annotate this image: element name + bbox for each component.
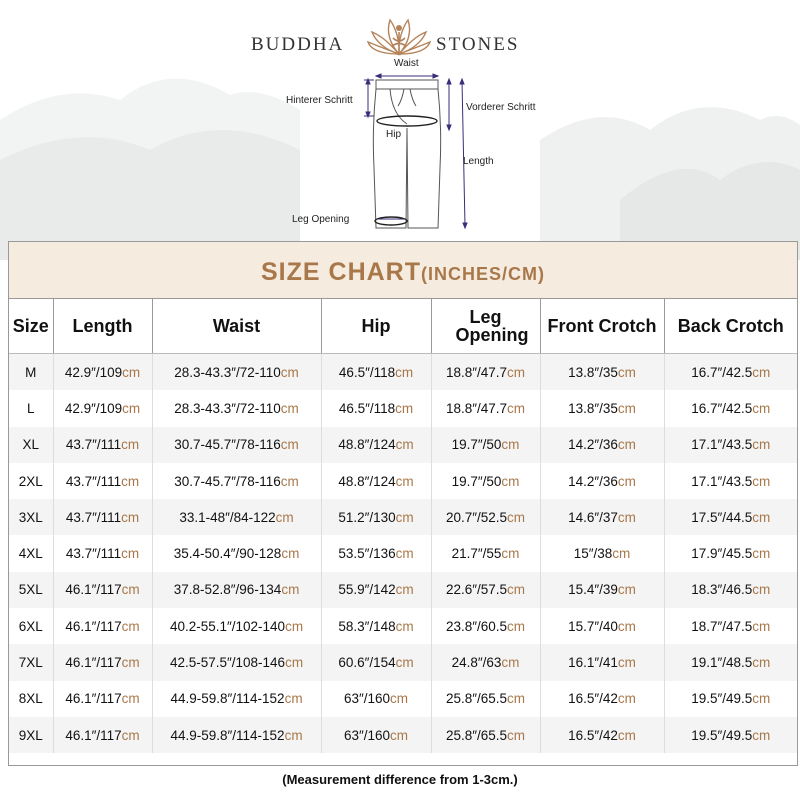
- table-row: [9, 572, 797, 608]
- cell-front: [540, 681, 664, 717]
- cell-value: 35.4-50.4″/90-128: [173, 546, 282, 562]
- table-row: [9, 717, 797, 753]
- unit-label: cm: [121, 655, 140, 671]
- cell-waist: [152, 427, 321, 463]
- cell-waist: [152, 572, 321, 608]
- unit-label: cm: [501, 473, 520, 489]
- diagram-label-back-crotch: Hinterer Schritt: [286, 95, 353, 106]
- size-cell: L: [9, 390, 53, 426]
- cell-value: 30.7-45.7″/78-116: [174, 473, 281, 489]
- cell-back: [664, 463, 797, 499]
- cell-waist: [152, 390, 321, 426]
- cell-front: [540, 354, 664, 391]
- cell-value: 43.7″/111: [65, 473, 122, 489]
- table-row: [9, 427, 797, 463]
- cell-value: 18.8″/47.7: [445, 364, 508, 380]
- cell-value: 63″/160: [343, 727, 391, 743]
- cell-value: 13.8″/35: [568, 364, 618, 380]
- unit-label: cm: [501, 437, 520, 453]
- cell-back: [664, 354, 797, 391]
- column-header-waist: Waist: [152, 299, 321, 354]
- cell-leg: [431, 644, 540, 680]
- unit-label: cm: [501, 546, 520, 562]
- cell-value: 25.8″/65.5: [445, 691, 508, 707]
- cell-leg: [431, 717, 540, 753]
- size-chart: [8, 241, 798, 766]
- cell-leg: [431, 681, 540, 717]
- unit-label: cm: [280, 437, 299, 453]
- cell-value: 44.9-59.8″/114-152: [170, 691, 285, 707]
- diagram-label-length: Length: [463, 156, 494, 167]
- unit-label: cm: [507, 727, 526, 743]
- cell-value: 42.5-57.5″/108-146: [169, 655, 286, 671]
- unit-label: cm: [122, 364, 141, 380]
- cell-front: [540, 499, 664, 535]
- unit-label: cm: [284, 691, 303, 707]
- cell-front: [540, 644, 664, 680]
- unit-label: cm: [395, 655, 414, 671]
- cell-value: 19.7″/50: [451, 437, 502, 453]
- unit-label: cm: [617, 655, 636, 671]
- cell-value: 16.5″/42: [568, 691, 618, 707]
- cell-value: 42.9″/109: [64, 400, 123, 416]
- cell-waist: [152, 535, 321, 571]
- cell-value: 17.1″/43.5: [691, 473, 753, 489]
- size-cell: 8XL: [9, 681, 53, 717]
- cell-back: [664, 717, 797, 753]
- table-row: [9, 608, 797, 644]
- column-header-leg-opening: Leg Opening: [431, 299, 540, 354]
- cell-leg: [431, 354, 540, 391]
- size-cell: M: [9, 354, 53, 391]
- cell-value: 16.7″/42.5: [691, 364, 753, 380]
- cell-value: 44.9-59.8″/114-152: [170, 727, 285, 743]
- cell-waist: [152, 499, 321, 535]
- cell-hip: [321, 535, 431, 571]
- unit-label: cm: [752, 364, 771, 380]
- table-row: [9, 499, 797, 535]
- size-cell: XL: [9, 427, 53, 463]
- cell-value: 42.9″/109: [64, 364, 123, 380]
- unit-label: cm: [280, 400, 299, 416]
- brand-header: [0, 14, 800, 64]
- size-chart-title: [9, 242, 797, 299]
- cell-front: [540, 390, 664, 426]
- size-chart-title-sub: (INCHES/CM): [421, 264, 545, 284]
- cell-value: 13.8″/35: [568, 400, 618, 416]
- unit-label: cm: [752, 437, 771, 453]
- cell-value: 46.1″/117: [65, 691, 122, 707]
- cell-hip: [321, 427, 431, 463]
- unit-label: cm: [395, 437, 414, 453]
- size-cell: 2XL: [9, 463, 53, 499]
- cell-leg: [431, 390, 540, 426]
- cell-front: [540, 608, 664, 644]
- size-table-header: [9, 299, 797, 354]
- cell-value: 17.5″/44.5: [691, 509, 753, 525]
- cell-hip: [321, 717, 431, 753]
- unit-label: cm: [395, 546, 414, 562]
- cell-length: [53, 354, 152, 391]
- unit-label: cm: [752, 655, 771, 671]
- cell-value: 19.1″/48.5: [691, 655, 753, 671]
- cell-value: 24.8″/63: [451, 655, 502, 671]
- cell-value: 46.1″/117: [65, 582, 122, 598]
- cell-value: 46.5″/118: [338, 364, 396, 380]
- cell-length: [53, 427, 152, 463]
- cell-value: 19.5″/49.5: [691, 691, 753, 707]
- cell-length: [53, 499, 152, 535]
- diagram-label-hip: Hip: [386, 129, 402, 140]
- cell-value: 19.5″/49.5: [691, 727, 753, 743]
- cell-back: [664, 499, 797, 535]
- cell-leg: [431, 499, 540, 535]
- cell-front: [540, 717, 664, 753]
- unit-label: cm: [285, 655, 304, 671]
- cell-back: [664, 390, 797, 426]
- cell-hip: [321, 681, 431, 717]
- table-row: [9, 354, 797, 391]
- unit-label: cm: [752, 582, 771, 598]
- cell-hip: [321, 354, 431, 391]
- cell-value: 20.7″/52.5: [445, 509, 508, 525]
- cell-value: 53.5″/136: [338, 546, 396, 562]
- cell-hip: [321, 390, 431, 426]
- cell-back: [664, 608, 797, 644]
- unit-label: cm: [507, 364, 526, 380]
- unit-label: cm: [612, 546, 631, 562]
- brand-name-right: STONES: [436, 34, 520, 55]
- unit-label: cm: [285, 618, 304, 634]
- unit-label: cm: [617, 691, 636, 707]
- size-table: [9, 299, 797, 753]
- unit-label: cm: [507, 509, 526, 525]
- unit-label: cm: [617, 509, 636, 525]
- cell-value: 16.5″/42: [568, 727, 618, 743]
- cell-front: [540, 427, 664, 463]
- cell-length: [53, 608, 152, 644]
- cell-waist: [152, 608, 321, 644]
- cell-value: 48.8″/124: [338, 473, 396, 489]
- unit-label: cm: [752, 546, 771, 562]
- table-row: [9, 644, 797, 680]
- unit-label: cm: [752, 727, 771, 743]
- cell-waist: [152, 463, 321, 499]
- cell-value: 60.6″/154: [338, 655, 396, 671]
- pants-illustration: [280, 58, 560, 238]
- cell-value: 63″/160: [343, 691, 391, 707]
- size-chart-title-main: SIZE CHART: [261, 258, 421, 286]
- cell-hip: [321, 644, 431, 680]
- cell-value: 28.3-43.3″/72-110: [174, 364, 281, 380]
- column-header-back-crotch: Back Crotch: [664, 299, 797, 354]
- unit-label: cm: [390, 727, 409, 743]
- cell-value: 58.3″/148: [338, 618, 396, 634]
- unit-label: cm: [617, 727, 636, 743]
- cell-value: 16.7″/42.5: [691, 400, 753, 416]
- unit-label: cm: [121, 473, 140, 489]
- cell-value: 28.3-43.3″/72-110: [174, 400, 281, 416]
- unit-label: cm: [390, 691, 409, 707]
- cell-value: 14.2″/36: [568, 437, 618, 453]
- unit-label: cm: [121, 582, 140, 598]
- unit-label: cm: [752, 691, 771, 707]
- cell-value: 15″/38: [573, 546, 613, 562]
- unit-label: cm: [507, 400, 526, 416]
- cell-value: 17.9″/45.5: [691, 546, 753, 562]
- cell-value: 48.8″/124: [338, 437, 396, 453]
- cell-value: 23.8″/60.5: [445, 618, 508, 634]
- unit-label: cm: [752, 473, 771, 489]
- cell-value: 51.2″/130: [338, 509, 396, 525]
- cell-length: [53, 572, 152, 608]
- column-header-size: Size: [9, 299, 53, 354]
- cell-value: 15.7″/40: [568, 618, 618, 634]
- cell-leg: [431, 535, 540, 571]
- unit-label: cm: [280, 364, 299, 380]
- table-row: [9, 535, 797, 571]
- cell-length: [53, 535, 152, 571]
- cell-value: 40.2-55.1″/102-140: [169, 618, 286, 634]
- unit-label: cm: [507, 691, 526, 707]
- cell-back: [664, 535, 797, 571]
- unit-label: cm: [617, 400, 636, 416]
- unit-label: cm: [395, 473, 414, 489]
- size-table-body: [9, 354, 797, 754]
- cell-front: [540, 463, 664, 499]
- size-cell: 9XL: [9, 717, 53, 753]
- cell-back: [664, 572, 797, 608]
- cell-back: [664, 644, 797, 680]
- diagram-label-leg-opening: Leg Opening: [292, 214, 350, 225]
- cell-length: [53, 717, 152, 753]
- cell-value: 21.7″/55: [451, 546, 502, 562]
- cell-value: 43.7″/111: [65, 509, 122, 525]
- cell-value: 30.7-45.7″/78-116: [174, 437, 281, 453]
- unit-label: cm: [121, 437, 140, 453]
- measurement-note: (Measurement difference from 1-3cm.): [282, 772, 518, 787]
- table-row: [9, 681, 797, 717]
- cell-value: 14.2″/36: [568, 473, 618, 489]
- unit-label: cm: [752, 618, 771, 634]
- unit-label: cm: [281, 546, 300, 562]
- column-header-front-crotch: Front Crotch: [540, 299, 664, 354]
- cell-value: 55.9″/142: [338, 582, 396, 598]
- size-cell: 4XL: [9, 535, 53, 571]
- unit-label: cm: [617, 473, 636, 489]
- cell-hip: [321, 608, 431, 644]
- cell-front: [540, 535, 664, 571]
- cell-value: 19.7″/50: [451, 473, 502, 489]
- cell-value: 46.5″/118: [338, 400, 396, 416]
- unit-label: cm: [507, 582, 526, 598]
- unit-label: cm: [617, 582, 636, 598]
- unit-label: cm: [617, 618, 636, 634]
- cell-back: [664, 681, 797, 717]
- diagram-label-front-crotch: Vorderer Schritt: [466, 102, 536, 113]
- unit-label: cm: [275, 509, 294, 525]
- cell-leg: [431, 608, 540, 644]
- cell-value: 14.6″/37: [568, 509, 618, 525]
- cell-value: 18.8″/47.7: [445, 400, 508, 416]
- cell-length: [53, 644, 152, 680]
- cell-waist: [152, 681, 321, 717]
- pants-diagram: [280, 58, 560, 238]
- size-cell: 3XL: [9, 499, 53, 535]
- unit-label: cm: [752, 509, 771, 525]
- cell-leg: [431, 463, 540, 499]
- unit-label: cm: [752, 400, 771, 416]
- column-header-length: Length: [53, 299, 152, 354]
- column-header-hip: Hip: [321, 299, 431, 354]
- cell-value: 17.1″/43.5: [691, 437, 753, 453]
- unit-label: cm: [617, 364, 636, 380]
- cell-leg: [431, 572, 540, 608]
- cell-back: [664, 427, 797, 463]
- unit-label: cm: [507, 618, 526, 634]
- unit-label: cm: [501, 655, 520, 671]
- cell-length: [53, 681, 152, 717]
- cell-waist: [152, 717, 321, 753]
- cell-front: [540, 572, 664, 608]
- cell-value: 18.3″/46.5: [691, 582, 753, 598]
- cell-hip: [321, 463, 431, 499]
- unit-label: cm: [395, 364, 414, 380]
- cell-waist: [152, 644, 321, 680]
- unit-label: cm: [281, 582, 300, 598]
- cell-value: 43.7″/111: [65, 437, 122, 453]
- cell-value: 43.7″/111: [65, 546, 122, 562]
- unit-label: cm: [121, 546, 140, 562]
- unit-label: cm: [395, 400, 414, 416]
- cell-leg: [431, 427, 540, 463]
- unit-label: cm: [122, 400, 141, 416]
- diagram-label-waist: Waist: [394, 58, 419, 69]
- unit-label: cm: [121, 691, 140, 707]
- cell-value: 37.8-52.8″/96-134: [173, 582, 282, 598]
- cell-value: 25.8″/65.5: [445, 727, 508, 743]
- unit-label: cm: [284, 727, 303, 743]
- unit-label: cm: [395, 509, 414, 525]
- cell-value: 46.1″/117: [65, 655, 122, 671]
- unit-label: cm: [280, 473, 299, 489]
- cell-waist: [152, 354, 321, 391]
- cell-value: 18.7″/47.5: [691, 618, 753, 634]
- lotus-meditation-icon: [366, 14, 432, 58]
- size-cell: 5XL: [9, 572, 53, 608]
- cell-hip: [321, 499, 431, 535]
- cell-value: 16.1″/41: [568, 655, 618, 671]
- table-row: [9, 390, 797, 426]
- size-cell: 7XL: [9, 644, 53, 680]
- unit-label: cm: [395, 618, 414, 634]
- cell-value: 22.6″/57.5: [445, 582, 508, 598]
- cell-length: [53, 390, 152, 426]
- cell-value: 46.1″/117: [65, 727, 122, 743]
- unit-label: cm: [121, 727, 140, 743]
- brand-name-left: BUDDHA: [251, 34, 345, 55]
- cell-value: 46.1″/117: [65, 618, 122, 634]
- unit-label: cm: [121, 618, 140, 634]
- cell-value: 15.4″/39: [568, 582, 618, 598]
- unit-label: cm: [121, 509, 140, 525]
- cell-length: [53, 463, 152, 499]
- unit-label: cm: [617, 437, 636, 453]
- unit-label: cm: [395, 582, 414, 598]
- cell-value: 33.1-48″/84-122: [179, 509, 276, 525]
- table-row: [9, 463, 797, 499]
- size-cell: 6XL: [9, 608, 53, 644]
- cell-hip: [321, 572, 431, 608]
